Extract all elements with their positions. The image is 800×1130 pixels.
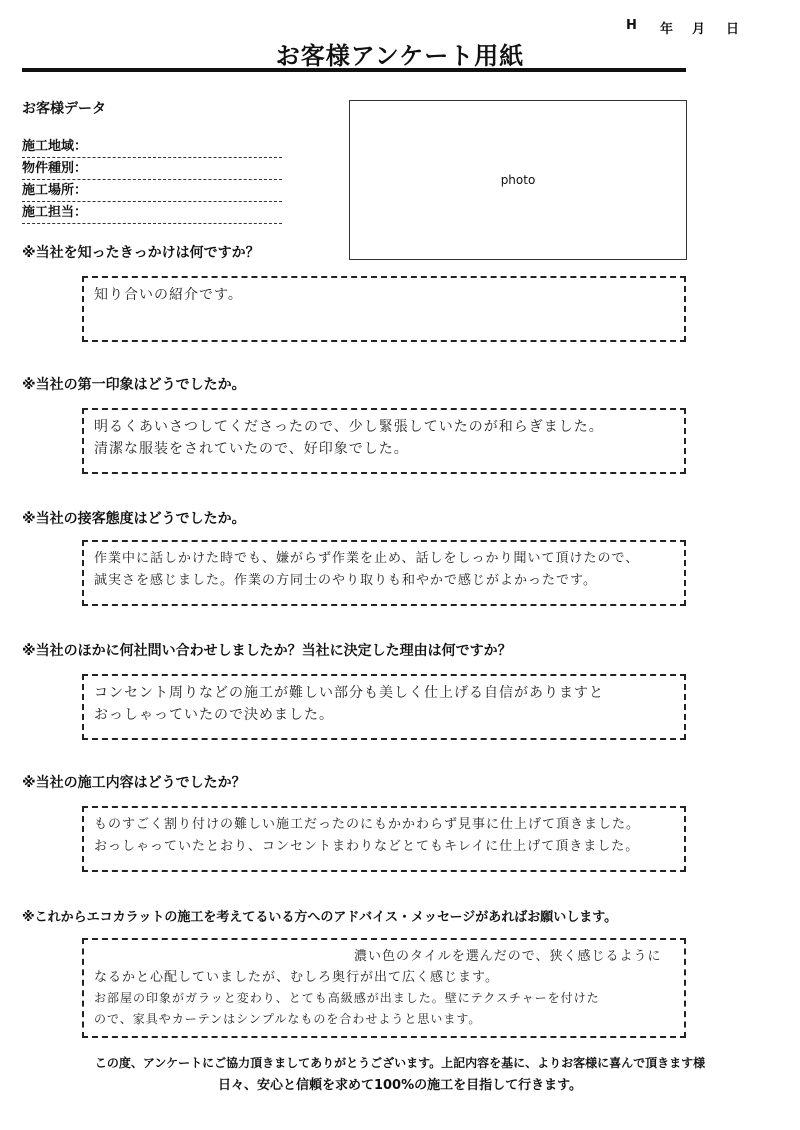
question-6: ※これからエコカラットの施工を考えてるいる方へのアドバイス・メッセージがあればお願いします。 (22, 910, 618, 925)
field-construction-place: 施工場所： (22, 180, 282, 202)
customer-data-heading: お客様データ (22, 101, 106, 117)
answer-6-line-1: 濃い色のタイルを選んだので、狭く感じるように (354, 949, 662, 964)
answer-6-line-4: ので、家具やカーテンはシンプルなものを合わせようと思います。 (94, 1012, 482, 1026)
date-year: 年 (660, 22, 674, 37)
question-2: ※当社の第一印象はどうでしたか。 (22, 377, 246, 393)
answer-2-line-1: 明るくあいさつしてくださったので、少し緊張していたのが和らぎました。 (94, 419, 604, 435)
page-title: お客様アンケート用紙 (275, 42, 525, 70)
question-5: ※当社の施工内容はどうでしたか？ (22, 775, 246, 791)
field-construction-staff: 施工担当： (22, 202, 282, 224)
title-underline (22, 68, 686, 72)
footer-line-1: この度、アンケートにご協力頂きましてありがとうございます。上記内容を基に、よりお客様に喜んで頂きます様 (94, 1056, 706, 1070)
question-4: ※当社のほかに何社問い合わせしましたか？当社に決定した理由は何ですか？ (22, 643, 512, 659)
question-1: ※当社を知ったきっかけは何ですか？ (22, 245, 260, 261)
date-day: 日 (726, 22, 740, 37)
answer-6-line-3: お部屋の印象がガラッと変わり、とても高級感が出ました。壁にテクスチャーを付けた (94, 991, 600, 1005)
answer-box-2 (82, 408, 686, 474)
answer-1-line-1: 知り合いの紹介です。 (94, 287, 243, 303)
date-era: H (626, 18, 637, 33)
photo-placeholder (349, 100, 687, 260)
field-property-type: 物件種別： (22, 158, 282, 180)
answer-5-line-2: おっしゃっていたとおり、コンセントまわりなどとてもキレイに仕上げて頂きました。 (94, 839, 640, 854)
answer-4-line-1: コンセント周りなどの施工が難しい部分も美しく仕上げる自信がありますと (94, 685, 604, 701)
answer-box-5 (82, 806, 686, 872)
field-construction-area: 施工地域： (22, 136, 282, 158)
answer-5-line-1: ものすごく割り付けの難しい施工だったのにもかかわらず見事に仕上げて頂きました。 (94, 817, 641, 832)
answer-box-6 (82, 938, 686, 1038)
answer-box-4 (82, 674, 686, 740)
answer-3-line-2: 誠実さを感じました。作業の方同士のやり取りも和やかで感じがよかったです。 (94, 573, 597, 588)
question-3: ※当社の接客態度はどうでしたか。 (22, 511, 246, 527)
answer-3-line-1: 作業中に話しかけた時でも、嫌がらず作業を止め、話しをしっかり聞いて頂けたので、 (94, 551, 640, 566)
answer-box-3 (82, 540, 686, 606)
answer-box-1 (82, 276, 686, 342)
footer-line-2: 日々、安心と信頼を求めて100%の施工を目指して行きます。 (217, 1078, 583, 1093)
answer-6-line-2: なるかと心配していましたが、むしろ奥行が出て広く感じます。 (94, 970, 499, 985)
answer-2-line-2: 清潔な服装をされていたので、好印象でした。 (94, 441, 409, 457)
date-month: 月 (692, 22, 706, 37)
photo-label: photo (500, 173, 536, 187)
answer-4-line-2: おっしゃっていたので決めました。 (94, 707, 334, 723)
